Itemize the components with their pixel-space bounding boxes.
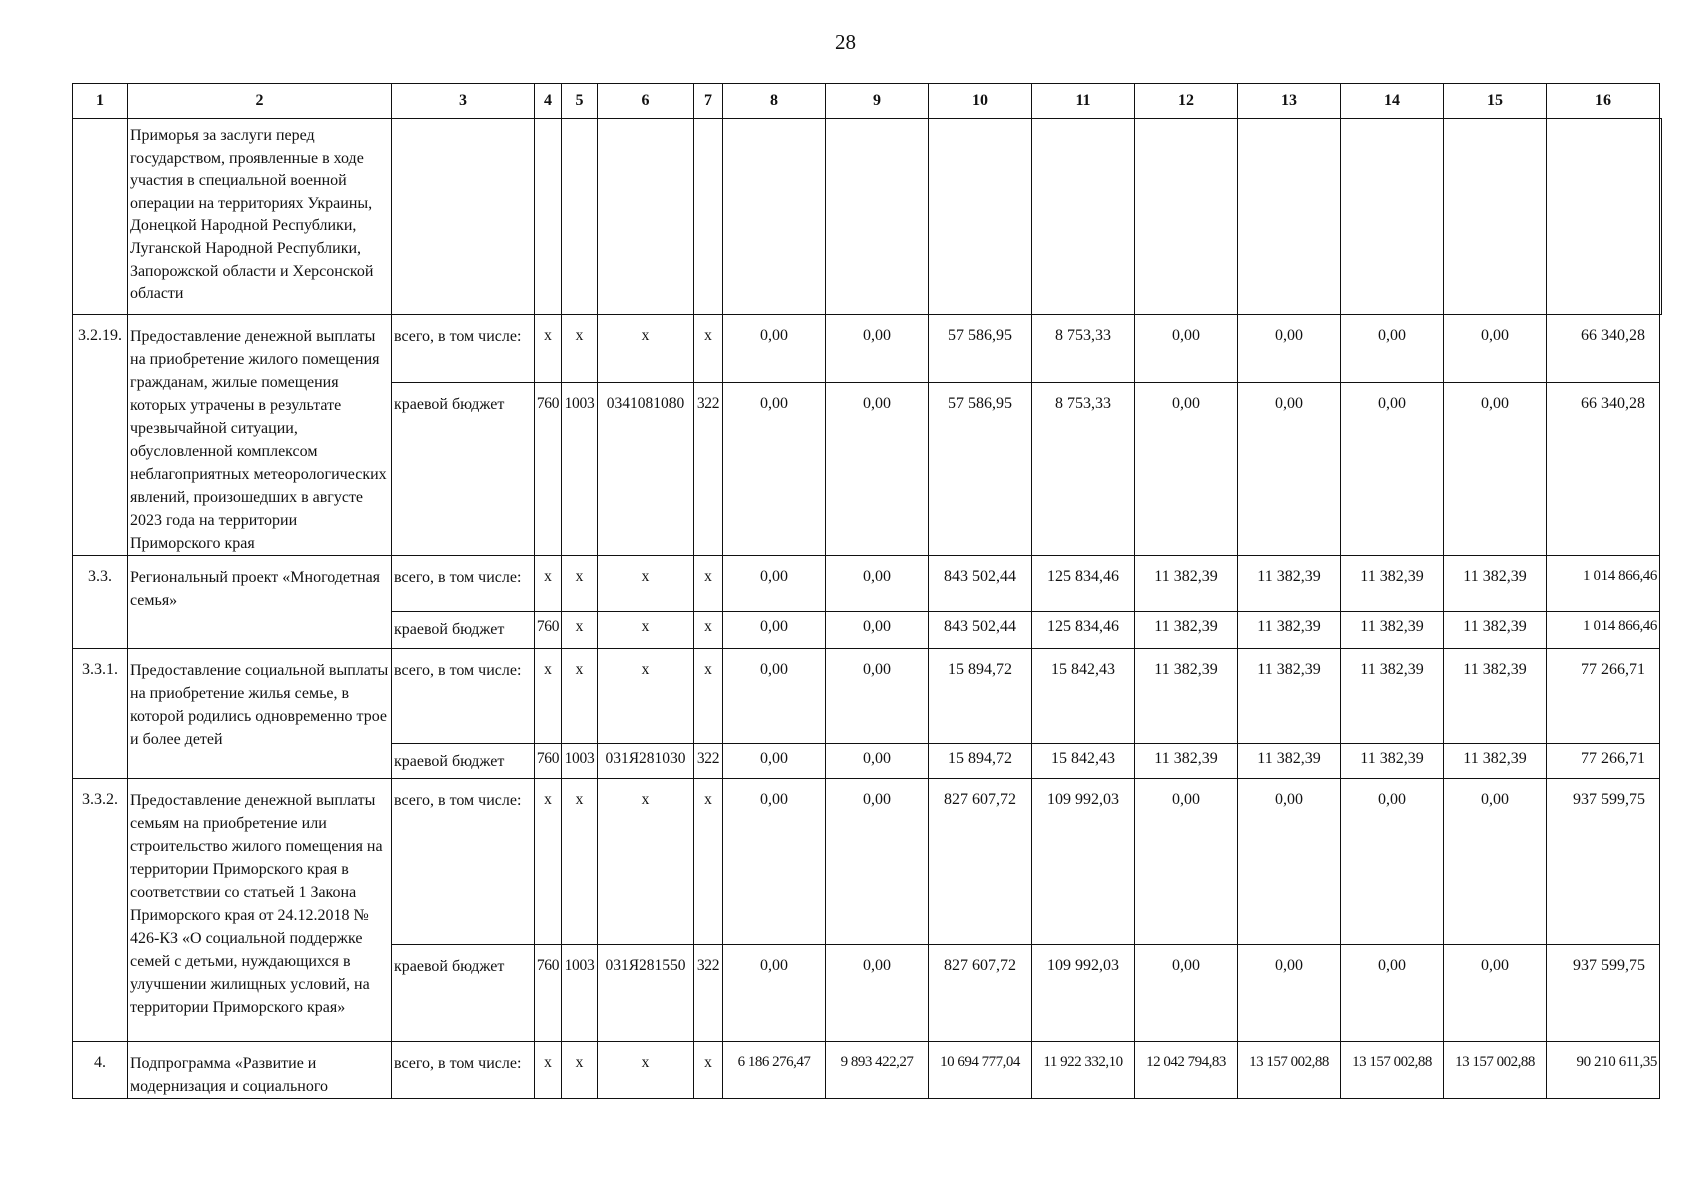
code-cell: х [562, 779, 598, 945]
value-cell: 12 042 794,83 [1135, 1042, 1238, 1099]
code-cell: 0341081080 [598, 383, 694, 556]
value-cell: 11 382,39 [1135, 612, 1238, 649]
empty-cell [929, 119, 1032, 315]
total-cell: 937 599,75 [1547, 945, 1660, 1042]
value-cell: 11 382,39 [1238, 744, 1341, 779]
value-cell: 0,00 [1444, 945, 1547, 1042]
item-name-cell: Предоставление денежной выплаты на приобретение жилого помещения гражданам, жилые помещения которых утрачены в результате чрезвычайной ситуации, обусловленной комплексом неблагоприятных метеорологических явлений, произошедших в августе 2023 года на территории Приморского края [128, 315, 392, 556]
table-row-3-2-19-total [73, 315, 1662, 383]
value-cell: 0,00 [1341, 945, 1444, 1042]
value-cell: 0,00 [826, 649, 929, 744]
value-cell: 8 753,33 [1032, 383, 1135, 556]
value-cell: 0,00 [723, 779, 826, 945]
code-cell: 1003 [562, 744, 598, 779]
code-cell: 760 [535, 744, 562, 779]
column-header: 1 [73, 84, 128, 119]
total-cell: 90 210 611,35 [1547, 1042, 1660, 1099]
item-name-cell: Предоставление социальной выплаты на приобретение жилья семье, в которой родились одновременно трое и более детей [128, 649, 392, 779]
total-cell: 77 266,71 [1547, 649, 1660, 744]
value-cell: 0,00 [1135, 779, 1238, 945]
value-cell: 11 382,39 [1135, 556, 1238, 612]
empty-cell [1660, 119, 1662, 315]
value-cell: 8 753,33 [1032, 315, 1135, 383]
value-cell: 11 382,39 [1444, 744, 1547, 779]
code-cell: х [598, 612, 694, 649]
value-cell: 11 382,39 [1444, 612, 1547, 649]
value-cell: 57 586,95 [929, 383, 1032, 556]
value-cell: 11 382,39 [1135, 649, 1238, 744]
code-cell: х [562, 556, 598, 612]
column-header: 14 [1341, 84, 1444, 119]
code-cell: х [598, 649, 694, 744]
column-header: 5 [562, 84, 598, 119]
value-cell: 13 157 002,88 [1341, 1042, 1444, 1099]
source-cell: всего, в том числе: [392, 1042, 535, 1099]
column-header: 6 [598, 84, 694, 119]
code-cell: х [562, 315, 598, 383]
item-number-cell: 3.3. [73, 556, 128, 649]
value-cell: 0,00 [826, 556, 929, 612]
total-cell: 1 014 866,46 [1547, 612, 1660, 649]
table-row-3-3-1-total [73, 649, 1662, 744]
empty-cell [562, 119, 598, 315]
value-cell: 827 607,72 [929, 945, 1032, 1042]
total-cell: 937 599,75 [1547, 779, 1660, 945]
table-row-4-total [73, 1042, 1662, 1099]
source-cell: краевой бюджет [392, 612, 535, 649]
value-cell: 0,00 [1341, 315, 1444, 383]
item-number-cell: 3.2.19. [73, 315, 128, 556]
value-cell: 9 893 422,27 [826, 1042, 929, 1099]
code-cell: 1003 [562, 383, 598, 556]
code-cell: х [562, 612, 598, 649]
value-cell: 125 834,46 [1032, 612, 1135, 649]
column-header: 10 [929, 84, 1032, 119]
value-cell: 0,00 [1444, 315, 1547, 383]
total-cell: 66 340,28 [1547, 315, 1660, 383]
value-cell: 0,00 [826, 945, 929, 1042]
value-cell: 11 382,39 [1238, 612, 1341, 649]
item-number-cell [73, 119, 128, 315]
code-cell: х [598, 315, 694, 383]
total-cell: 77 266,71 [1547, 744, 1660, 779]
value-cell: 15 842,43 [1032, 744, 1135, 779]
value-cell: 13 157 002,88 [1238, 1042, 1341, 1099]
code-cell: 760 [535, 383, 562, 556]
budget-table [72, 83, 1662, 1099]
code-cell: х [694, 779, 723, 945]
code-cell: 760 [535, 612, 562, 649]
column-header: 12 [1135, 84, 1238, 119]
empty-cell [1547, 119, 1660, 315]
column-header: 3 [392, 84, 535, 119]
column-header: 2 [128, 84, 392, 119]
code-cell: х [535, 649, 562, 744]
item-name-cell: Предоставление денежной выплаты семьям на приобретение или строительство жилого помещения на территории Приморского края в соответствии со статьей 1 Закона Приморского края от 24.12.2018 № 426-КЗ «О социальной поддержке семей с детьми, нуждающихся в улучшении жилищных условий, на территории Приморского края» [128, 779, 392, 1042]
value-cell: 0,00 [1238, 315, 1341, 383]
value-cell: 0,00 [723, 744, 826, 779]
code-cell: х [562, 1042, 598, 1099]
value-cell: 11 382,39 [1341, 556, 1444, 612]
code-cell: х [535, 315, 562, 383]
page-number: 28 [835, 30, 856, 54]
value-cell: 57 586,95 [929, 315, 1032, 383]
value-cell: 827 607,72 [929, 779, 1032, 945]
item-name-cell: Региональный проект «Многодетная семья» [128, 556, 392, 649]
value-cell: 0,00 [826, 383, 929, 556]
code-cell: х [598, 556, 694, 612]
value-cell: 11 382,39 [1444, 556, 1547, 612]
value-cell: 0,00 [1135, 945, 1238, 1042]
value-cell: 0,00 [1135, 315, 1238, 383]
item-number-cell: 3.3.2. [73, 779, 128, 1042]
code-cell: х [562, 649, 598, 744]
value-cell: 0,00 [1238, 779, 1341, 945]
code-cell: 322 [694, 383, 723, 556]
empty-cell [1238, 119, 1341, 315]
column-number-header-row [73, 84, 1662, 119]
code-cell: 760 [535, 945, 562, 1042]
value-cell: 11 382,39 [1444, 649, 1547, 744]
value-cell: 0,00 [826, 744, 929, 779]
column-header: 13 [1238, 84, 1341, 119]
source-cell: краевой бюджет [392, 383, 535, 556]
code-cell: х [535, 556, 562, 612]
value-cell: 11 922 332,10 [1032, 1042, 1135, 1099]
value-cell: 11 382,39 [1238, 649, 1341, 744]
code-cell: х [694, 556, 723, 612]
source-cell: краевой бюджет [392, 744, 535, 779]
code-cell: х [598, 1042, 694, 1099]
source-cell: всего, в том числе: [392, 779, 535, 945]
item-number-cell: 4. [73, 1042, 128, 1099]
empty-cell [694, 119, 723, 315]
value-cell: 0,00 [1341, 779, 1444, 945]
total-cell: 66 340,28 [1547, 383, 1660, 556]
value-cell: 0,00 [826, 612, 929, 649]
source-cell: всего, в том числе: [392, 315, 535, 383]
value-cell: 109 992,03 [1032, 945, 1135, 1042]
value-cell: 0,00 [826, 315, 929, 383]
value-cell: 109 992,03 [1032, 779, 1135, 945]
value-cell: 0,00 [1444, 383, 1547, 556]
value-cell: 6 186 276,47 [723, 1042, 826, 1099]
column-header: 15 [1444, 84, 1547, 119]
value-cell: 0,00 [1135, 383, 1238, 556]
value-cell: 843 502,44 [929, 556, 1032, 612]
empty-cell [723, 119, 826, 315]
source-cell [392, 119, 535, 315]
value-cell: 11 382,39 [1238, 556, 1341, 612]
code-cell: 1003 [562, 945, 598, 1042]
value-cell: 0,00 [723, 649, 826, 744]
source-cell: всего, в том числе: [392, 649, 535, 744]
value-cell: 11 382,39 [1135, 744, 1238, 779]
value-cell: 0,00 [1341, 383, 1444, 556]
value-cell: 0,00 [723, 383, 826, 556]
column-header: 11 [1032, 84, 1135, 119]
code-cell: 031Я281030 [598, 744, 694, 779]
value-cell: 11 382,39 [1341, 612, 1444, 649]
value-cell: 0,00 [723, 945, 826, 1042]
column-header: 7 [694, 84, 723, 119]
code-cell: х [694, 612, 723, 649]
item-number-cell: 3.3.1. [73, 649, 128, 779]
code-cell: х [535, 779, 562, 945]
empty-cell [1032, 119, 1135, 315]
empty-cell [826, 119, 929, 315]
value-cell: 843 502,44 [929, 612, 1032, 649]
value-cell: 0,00 [1444, 779, 1547, 945]
column-header: 16 [1547, 84, 1660, 119]
source-cell: краевой бюджет [392, 945, 535, 1042]
source-cell: всего, в том числе: [392, 556, 535, 612]
code-cell: х [694, 315, 723, 383]
column-header: 8 [723, 84, 826, 119]
table-row-continuation [73, 119, 1662, 315]
empty-cell [598, 119, 694, 315]
empty-cell [1135, 119, 1238, 315]
empty-cell [535, 119, 562, 315]
total-cell: 1 014 866,46 [1547, 556, 1660, 612]
item-name-cell: Приморья за заслуги перед государством, проявленные в ходе участия в специальной военной операции на территориях Украины, Донецкой Народной Республики, Луганской Народной Республики, Запорожской области и Херсонской области [128, 119, 392, 315]
empty-cell [1444, 119, 1547, 315]
value-cell: 0,00 [1238, 945, 1341, 1042]
value-cell: 0,00 [826, 779, 929, 945]
code-cell: 322 [694, 945, 723, 1042]
code-cell: 322 [694, 744, 723, 779]
code-cell: х [535, 1042, 562, 1099]
code-cell: 031Я281550 [598, 945, 694, 1042]
table-row-3-3-2-total [73, 779, 1662, 945]
value-cell: 11 382,39 [1341, 649, 1444, 744]
value-cell: 13 157 002,88 [1444, 1042, 1547, 1099]
value-cell: 0,00 [723, 612, 826, 649]
empty-cell [1341, 119, 1444, 315]
code-cell: х [694, 649, 723, 744]
table-row-3-3-total [73, 556, 1662, 612]
value-cell: 0,00 [1238, 383, 1341, 556]
code-cell: х [598, 779, 694, 945]
value-cell: 0,00 [723, 556, 826, 612]
value-cell: 0,00 [723, 315, 826, 383]
value-cell: 15 894,72 [929, 649, 1032, 744]
column-header: 4 [535, 84, 562, 119]
value-cell: 15 842,43 [1032, 649, 1135, 744]
value-cell: 10 694 777,04 [929, 1042, 1032, 1099]
code-cell: х [694, 1042, 723, 1099]
value-cell: 125 834,46 [1032, 556, 1135, 612]
item-name-cell: Подпрограмма «Развитие и модернизация и социального [128, 1042, 392, 1099]
value-cell: 15 894,72 [929, 744, 1032, 779]
column-header: 9 [826, 84, 929, 119]
value-cell: 11 382,39 [1341, 744, 1444, 779]
